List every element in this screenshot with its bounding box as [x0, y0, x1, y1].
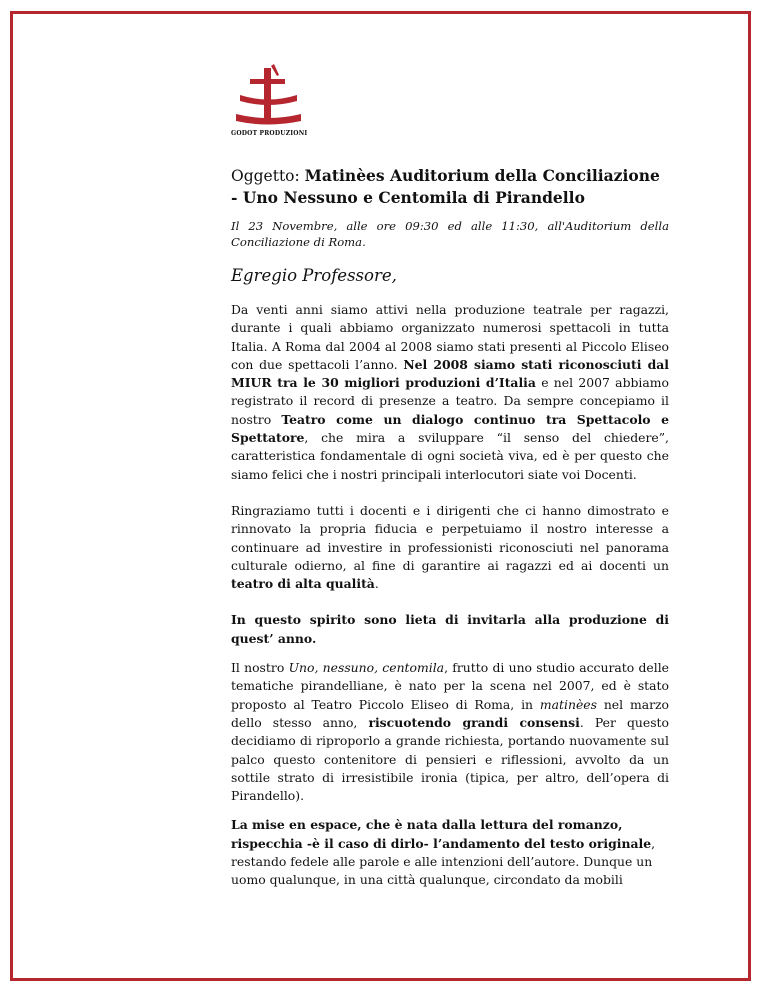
text-run: .	[374, 576, 379, 592]
paragraph-invitation	[231, 611, 669, 648]
logo-mark-icon	[231, 62, 305, 130]
bold-run: In questo spirito sono lieta di invitarla alla produzione di quest’ anno.	[231, 612, 669, 646]
subject-label: Oggetto:	[231, 167, 305, 185]
bold-run: Nel 2008 siamo stati riconosciuti dal MIUR tra le 30 migliori produzioni d’Italia	[231, 356, 669, 391]
salutation: Egregio Professore,	[231, 266, 397, 285]
logo-text: GODOT PRODUZIONI	[231, 130, 308, 137]
text-run: Ringraziamo tutti i docenti e i dirigenti che ci hanno dimostrato e rinnovato la propria fiducia e perpetuiamo il nostro interesse a continuare ad investire in professionisti riconosciuti nel panorama culturale odierno, al fine di garantire ai ragazzi ed ai docenti un	[231, 502, 669, 573]
italic-run: Uno, nessuno, centomila	[288, 660, 445, 676]
text-run: Da venti anni siamo attivi nella produzione teatrale per ragazzi, durante i quali abbiamo organizzato numerosi spettacoli in tutta Italia. A Roma dal 2004 al 2008 siamo stati presenti al Piccolo Eliseo con due spettacoli l’anno.	[231, 302, 669, 372]
paragraph-intro	[231, 301, 669, 484]
text-run: , restando fedele alle parole e alle intenzioni dell’autore. Dunque un uomo qualunque, in una città qualunque, circondato da mobili	[231, 835, 656, 888]
text-run: , frutto di uno studio accurato delle tematiche pirandelliane, è nato per la scena nel 2007, ed è stato proposto al Teatro Piccolo Eliseo di Roma, in	[231, 660, 670, 712]
paragraph-show	[231, 659, 669, 805]
bold-run: Teatro come un dialogo continuo tra Spettacolo e Spettatore	[231, 411, 669, 446]
bold-run: teatro di alta qualità	[231, 576, 375, 592]
paragraph-thanks	[231, 502, 669, 593]
italic-run: matinèes	[539, 696, 597, 712]
letter-body	[231, 165, 669, 890]
text-run: . Per questo decidiamo di riproporlo a grande richiesta, portando nuovamente sul palco questo contenitore di pensieri e riflessioni, avvolto da un sottile strato di irresistibile ironia (tipica, per altro, dell’opera di Pirandello).	[231, 714, 669, 804]
text-run: , che mira a sviluppare “il senso del chiedere”, caratteristica fondamentale di ogni società viva, ed è per questo che siamo felici che i nostri principali interlocutori siate voi Docenti.	[231, 430, 669, 482]
bold-run: La mise en espace, che è nata dalla lettura del romanzo, rispecchia -è il caso di dirlo- l’andamento del testo originale	[231, 817, 652, 851]
subject-title: Matinèes Auditorium della Conciliazione - Uno Nessuno e Centomila di Pirandello	[231, 166, 660, 207]
event-date-line: Il 23 Novembre, alle ore 09:30 ed alle 11:30, all'Auditorium della Conciliazione di Roma.	[231, 219, 669, 249]
bold-run: riscuotendo grandi consensi	[368, 714, 580, 730]
subject-line	[231, 165, 669, 209]
paragraph-mise-en-espace	[231, 816, 669, 889]
text-run: nel marzo dello stesso anno,	[231, 696, 669, 730]
text-run: e nel 2007 abbiamo registrato il record di presenze a teatro. Da sempre concepiamo il nostro	[231, 375, 669, 427]
text-run: Il nostro	[231, 660, 289, 676]
